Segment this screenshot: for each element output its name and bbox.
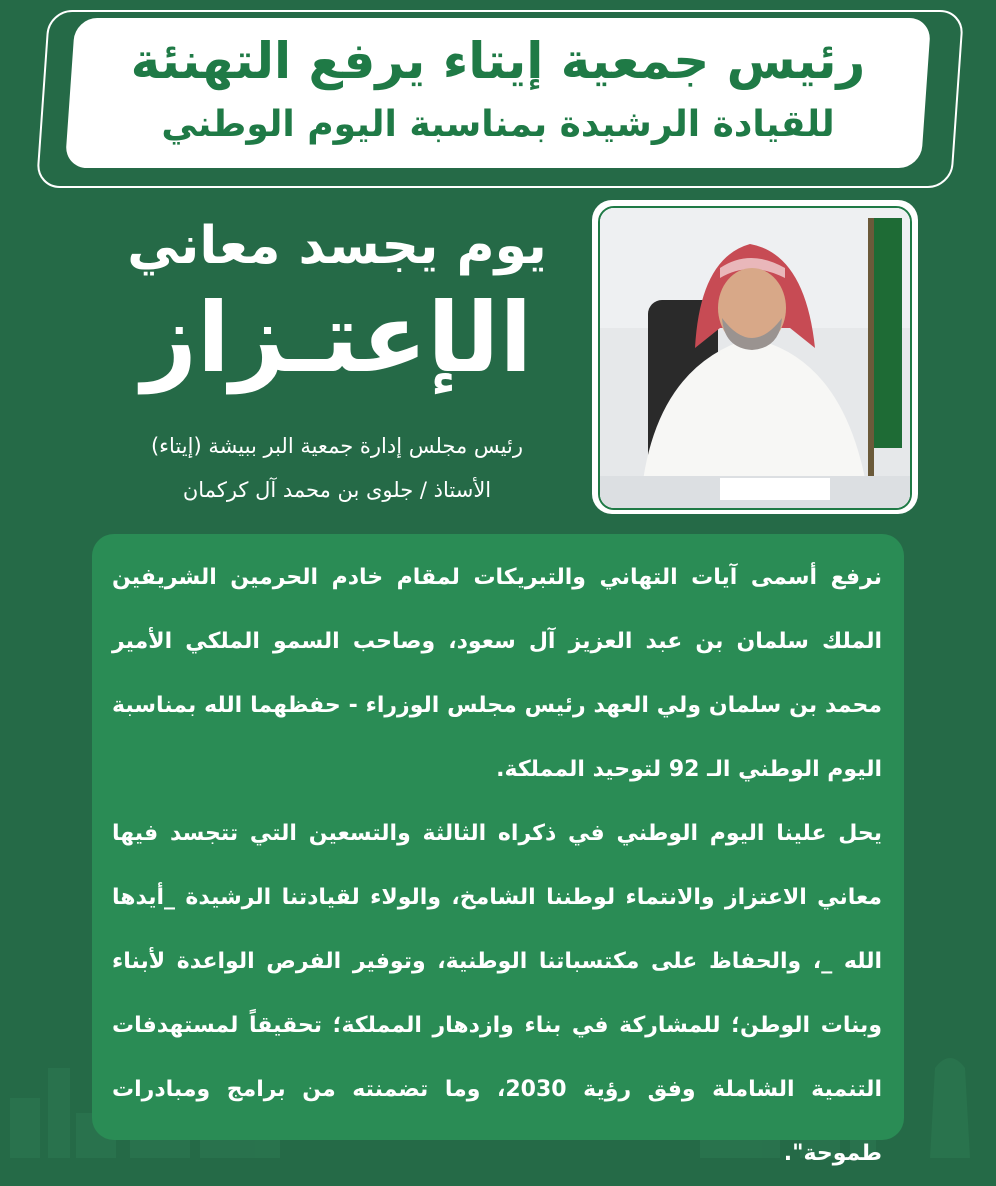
message-body — [112, 546, 882, 1186]
banner-subtitle: للقيادة الرشيدة بمناسبة اليوم الوطني — [161, 104, 835, 145]
message-paragraph-2: يحل علينا اليوم الوطني في ذكراه الثالثة والتسعين التي تتجسد فيها معاني الاعتزاز والانتماء لوطننا الشامخ، والولاء لقيادتنا الرشيدة _أيدها الله _، والحفاظ على مكتسباتنا الوطنية، وتوفير الفرص الواعدة لأبناء وبنات الوطن؛ للمشاركة في بناء وازدهار المملكة؛ تحقيقاً لمستهدفات التنمية الشاملة وفق رؤية 2030، وما تضمنته من برامج ومبادرات طموحة". — [112, 821, 882, 1166]
message-card — [92, 534, 904, 1166]
message-paragraph-1: نرفع أسمى آيات التهاني والتبريكات لمقام خادم الحرمين الشريفين الملك سلمان بن عبد العزيز آل سعود، وصاحب السمو الملكي الأمير محمد بن سلمان ولي العهد رئيس مجلس الوزراء - حفظهما الله بمناسبة اليوم الوطني الـ 92 لتوحيد المملكة. — [112, 565, 882, 782]
headline-line-1: يوم يجسد معاني — [127, 216, 547, 276]
portrait-photo — [598, 206, 912, 510]
person-title: رئيس مجلس إدارة جمعية البر ببيشة (إيتاء) — [150, 434, 524, 458]
headline-line-2: الإعتـزاز — [141, 282, 533, 394]
banner-title: رئيس جمعية إيتاء يرفع التهنئة — [130, 32, 866, 90]
person-name: الأستاذ / جلوى بن محمد آل كركمان — [182, 478, 492, 502]
portrait-frame — [592, 200, 918, 514]
